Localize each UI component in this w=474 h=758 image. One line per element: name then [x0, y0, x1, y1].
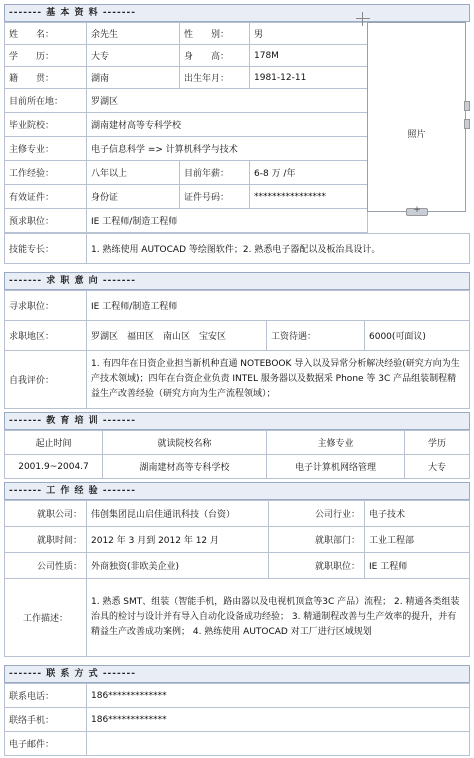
edu-col-degree: 学历: [405, 431, 470, 455]
email-value: [87, 732, 470, 756]
time-value: 2012 年 3 月到 2012 年 12 月: [87, 527, 269, 553]
height-value: 178M: [250, 45, 368, 67]
major-label: 主修专业：: [5, 137, 87, 161]
idtype-label: 有效证件：: [5, 185, 87, 209]
location-value: 罗湖区: [87, 89, 368, 113]
self-label: 自我评价：: [5, 351, 87, 409]
gender-value: 男: [250, 23, 368, 45]
salary-label: 目前年薪：: [180, 161, 250, 185]
pos-value: IE 工程师/制造工程师: [87, 291, 470, 321]
major-value: 电子信息科学 => 计算机科学与技术: [87, 137, 368, 161]
job-label: 预求职位：: [5, 209, 87, 233]
nature-label: 公司性质：: [5, 553, 87, 579]
edu-col-major: 主修专业: [267, 431, 405, 455]
industry-value: 电子技术: [365, 501, 470, 527]
pay-label: 工资待遇：: [267, 321, 365, 351]
time-label: 就职时间：: [5, 527, 87, 553]
section-header-intent: ------- 求 职 意 向 -------: [4, 272, 470, 290]
resize-handle-icon[interactable]: [464, 119, 470, 129]
desc-label: 工作描述：: [5, 579, 87, 657]
mobile-label: 联络手机：: [5, 708, 87, 732]
company-label: 就职公司：: [5, 501, 87, 527]
skill-label: 技能专长：: [5, 234, 87, 264]
title-label: 就职职位：: [269, 553, 365, 579]
salary-value: 6-8 万 /年: [250, 161, 368, 185]
job-value: IE 工程师/制造工程师: [87, 209, 368, 233]
education-table: [4, 430, 470, 479]
name-value: 余先生: [87, 23, 180, 45]
basic-info-table: [4, 22, 368, 233]
area-label: 求职地区：: [5, 321, 87, 351]
idno-label: 证件号码：: [180, 185, 250, 209]
section-header-education: ------- 教 育 培 训 -------: [4, 412, 470, 430]
email-label: 电子邮件：: [5, 732, 87, 756]
exp-value: 八年以上: [87, 161, 180, 185]
gender-label: 性 别：: [180, 23, 250, 45]
phone-label: 联系电话：: [5, 684, 87, 708]
school-value: 湖南建材高等专科学校: [87, 113, 368, 137]
table-row: [5, 455, 470, 479]
dept-value: 工业工程部: [365, 527, 470, 553]
dept-label: 就职部门：: [269, 527, 365, 553]
idtype-value: 身份证: [87, 185, 180, 209]
idno-value: ****************: [250, 185, 368, 209]
edu-time: 2001.9~2004.7: [5, 455, 103, 479]
desc-value: 1. 熟悉 SMT、组装（智能手机，路由器以及电视机顶盒等3C 产品）流程； 2. 精通各类组装治具的检讨与设计并有导入自动化设备成功经验； 3. 精通制程改善与生产效率的提升，并有精益生产改善成功案例； 4. 熟练使用 AUTOCAD 对工厂进行区域规划: [87, 579, 470, 657]
intent-table: [4, 290, 470, 409]
edu-col-school: 就读院校名称: [103, 431, 267, 455]
birth-label: 出生年月：: [180, 67, 250, 89]
birth-value: 1981-12-11: [250, 67, 368, 89]
education-header-row: [5, 431, 470, 455]
edu-major: 电子计算机网络管理: [267, 455, 405, 479]
work-table: [4, 500, 470, 657]
name-label: 姓 名：: [5, 23, 87, 45]
title-value: IE 工程师: [365, 553, 470, 579]
self-value: 1. 有四年在日资企业担当新机种直通 NOTEBOOK 导入以及异常分析解决经验(研究方向为生产技术领域)；四年在台资企业负责 INTEL 服务器以及数据采 Phone 等 3C 产品组装制程精益生产改善经验（研究方向为生产流程领域）；: [87, 351, 470, 409]
resize-handle-icon[interactable]: [464, 101, 470, 111]
edu-school: 湖南建材高等专科学校: [103, 455, 267, 479]
native-label: 籍 贯：: [5, 67, 87, 89]
nature-value: 外商独资(非欧美企业): [87, 553, 269, 579]
company-value: 伟创集团昆山启佳通讯科技（台资）: [87, 501, 269, 527]
photo-placeholder[interactable]: [367, 22, 466, 215]
school-label: 毕业院校：: [5, 113, 87, 137]
edu-value: 大专: [87, 45, 180, 67]
section-header-work: ------- 工 作 经 验 -------: [4, 482, 470, 500]
contact-table: [4, 683, 470, 756]
height-label: 身 高：: [180, 45, 250, 67]
pay-value: 6000(可面议): [365, 321, 470, 351]
area-value: 罗湖区 福田区 南山区 宝安区: [87, 321, 267, 351]
resize-handle-bottom-icon[interactable]: +: [406, 208, 428, 216]
edu-col-time: 起止时间: [5, 431, 103, 455]
section-header-basic: ------- 基 本 资 料 -------: [4, 4, 470, 22]
phone-value: 186*************: [87, 684, 470, 708]
pos-label: 寻求职位：: [5, 291, 87, 321]
edu-degree: 大专: [405, 455, 470, 479]
edu-label: 学 历：: [5, 45, 87, 67]
location-label: 目前所在地：: [5, 89, 87, 113]
industry-label: 公司行业：: [269, 501, 365, 527]
mobile-value: 186*************: [87, 708, 470, 732]
skill-table: [4, 233, 470, 264]
skill-value: 1. 熟练使用 AUTOCAD 等绘图软件；2. 熟悉电子器配以及板治具设计。: [87, 234, 470, 264]
native-value: 湖南: [87, 67, 180, 89]
photo-label: 照片: [407, 130, 426, 140]
exp-label: 工作经验：: [5, 161, 87, 185]
section-header-contact: ------- 联 系 方 式 -------: [4, 665, 470, 683]
